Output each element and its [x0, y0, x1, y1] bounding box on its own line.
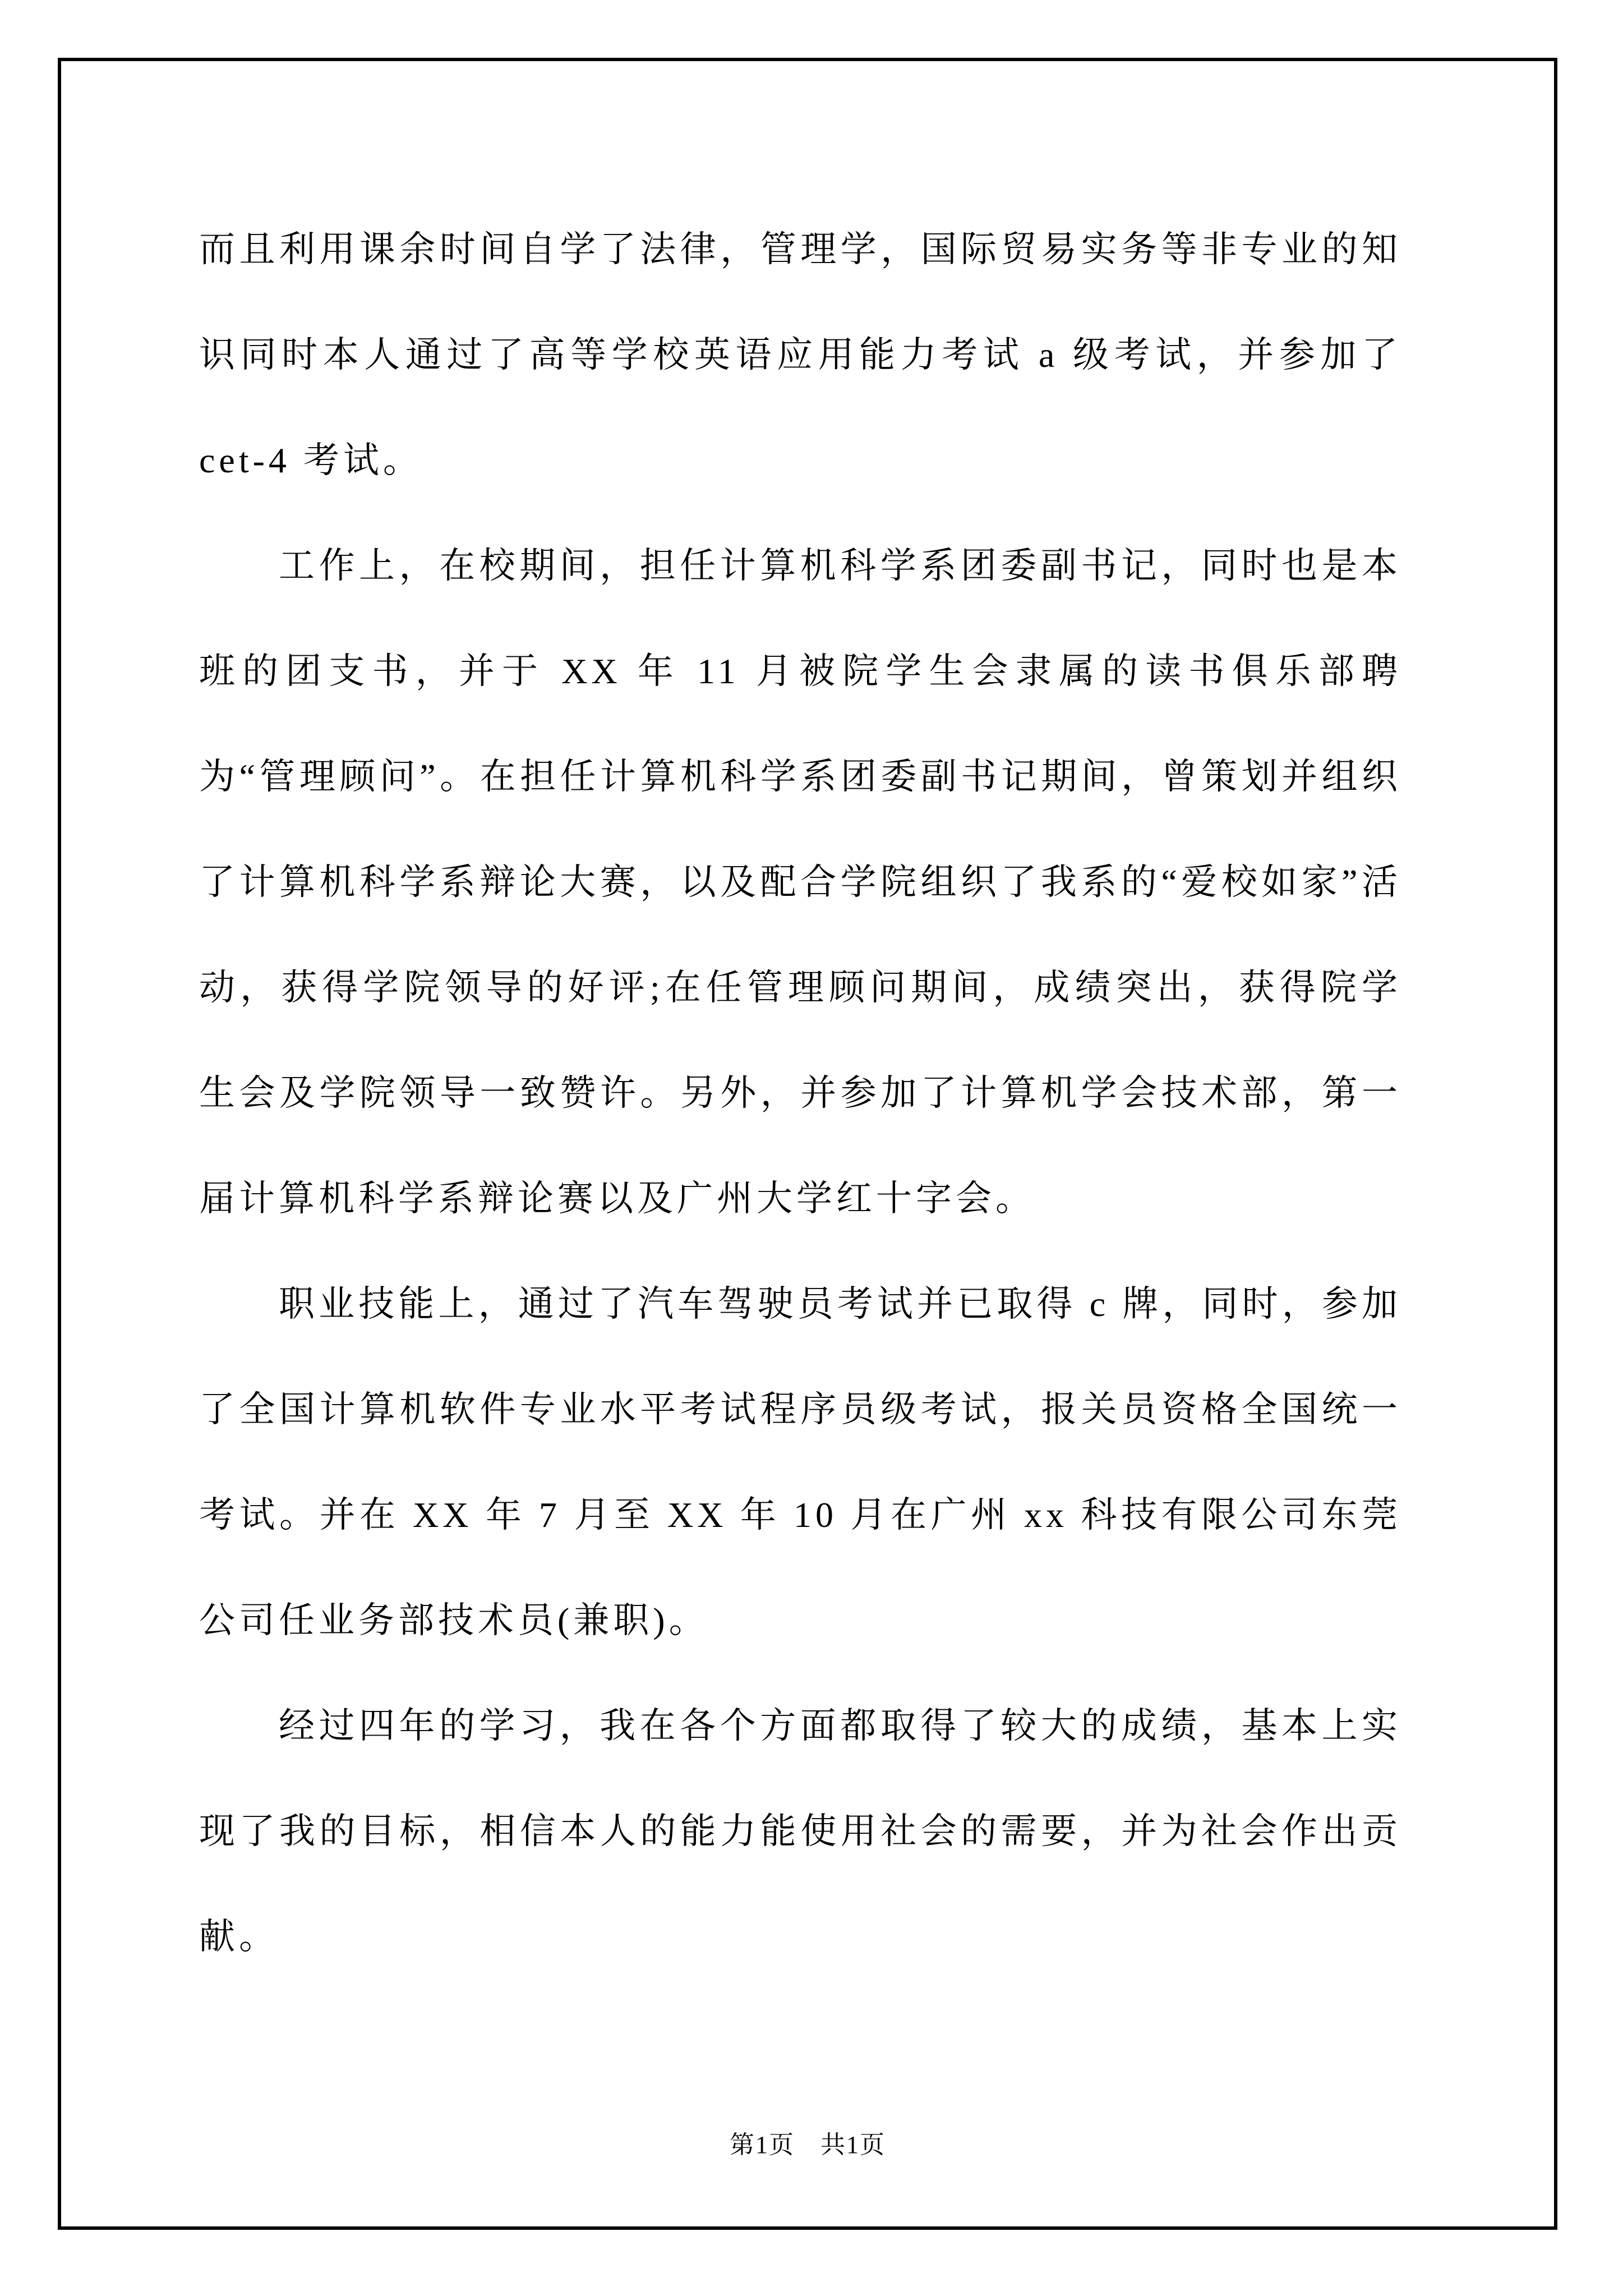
page-border-frame: [58, 58, 1557, 2230]
page-footer: [61, 2124, 1554, 2160]
body-paragraph: 职业技能上，通过了汽车驾驶员考试并已取得 c 牌，同时，参加了全国计算机软件专业水平考试程序员级考试，报关员资格全国统一考试。并在 XX 年 7 月至 XX 年 10 月在广州 xx 科技有限公司东莞公司任业务部技术员(兼职)。: [199, 1284, 1401, 1640]
body-paragraph: 而且利用课余时间自学了法律，管理学，国际贸易实务等非专业的知识同时本人通过了高等学校英语应用能力考试 a 级考试，并参加了cet-4 考试。: [199, 229, 1401, 480]
body-paragraph: 工作上，在校期间，担任计算机科学系团委副书记，同时也是本班的团支书，并于 XX 年 11 月被院学生会隶属的读书俱乐部聘为“管理顾问”。在担任计算机科学系团委副书记期间，曾策划并组织了计算机科学系辩论大赛，以及配合学院组织了我系的“爱校如家”活动，获得学院领导的好评;在任管理顾问期间，成绩突出，获得院学生会及学院领导一致赞许。另外，并参加了计算机学会技术部，第一届计算机科学系辩论赛以及广州大学红十字会。: [199, 546, 1401, 1218]
document-body: [199, 197, 1401, 1990]
body-paragraph: 经过四年的学习，我在各个方面都取得了较大的成绩，基本上实现了我的目标，相信本人的能力能使用社会的需要，并为社会作出贡献。: [199, 1706, 1401, 1957]
page-number-label: 第1页 共1页: [730, 2131, 886, 2159]
